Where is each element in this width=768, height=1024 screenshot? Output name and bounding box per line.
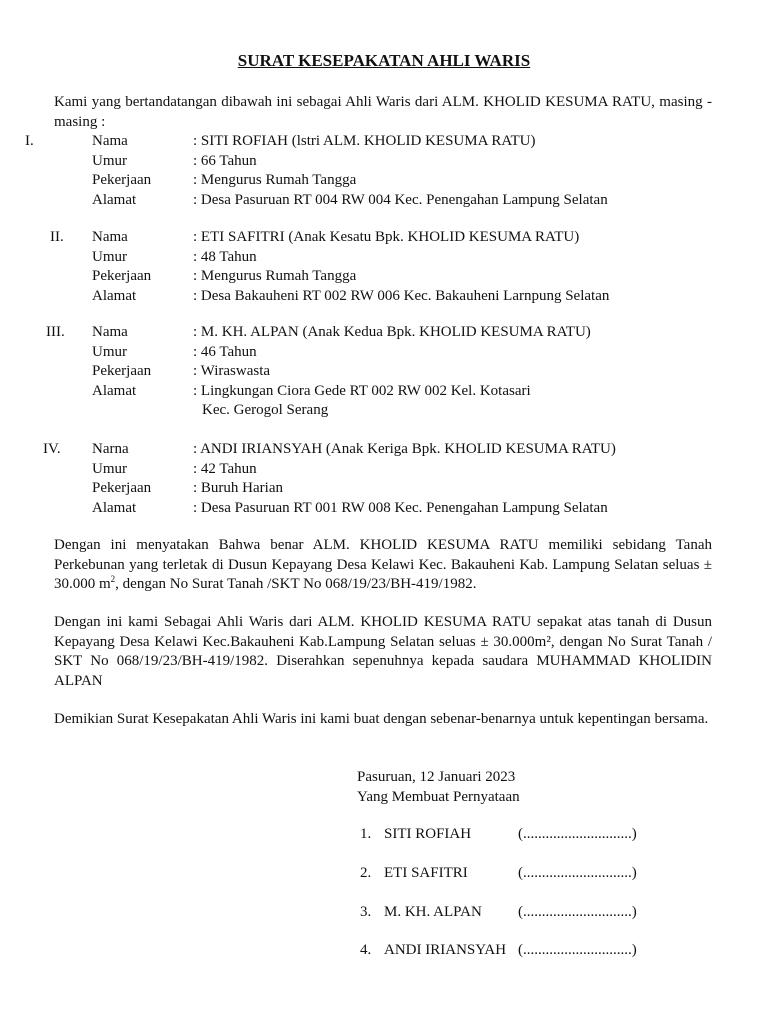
field-label: Pekerjaan (92, 363, 152, 379)
heir-block-1 (0, 132, 768, 210)
field-label: Umur (92, 460, 127, 477)
heir-occupation: : Mengurus Rumah Tangga (193, 172, 357, 188)
signature-number: 4. (360, 942, 372, 958)
document-title: SURAT KESEPAKATAN AHLI WARIS (237, 51, 531, 70)
heir-name: : M. KH. ALPAN (Anak Kedua Bpk. KHOLID KESUMA RATU) (193, 324, 591, 340)
signature-line: (.............................) (518, 942, 637, 958)
field-label: Alamat (92, 382, 137, 399)
field-label: Alamat (92, 499, 137, 516)
heir-roman: II. (50, 229, 64, 245)
field-label: Alamat (92, 191, 137, 208)
place-date: Pasuruan, 12 Januari 2023 (357, 769, 516, 785)
signature-name: SITI ROFIAH (384, 826, 472, 842)
heir-name: : ANDI IRIANSYAH (Anak Keriga Bpk. KHOLID KESUMA RATU) (193, 441, 616, 457)
signature-line: (.............................) (518, 904, 637, 920)
heir-occupation: : Buruh Harian (193, 480, 283, 496)
heir-roman: I. (25, 133, 34, 149)
heir-age: : 66 Tahun (193, 152, 257, 169)
heir-roman: IV. (43, 441, 61, 457)
field-label: Pekerjaan (92, 480, 152, 496)
field-label: Nama (92, 229, 128, 245)
field-label: Alamat (92, 287, 137, 304)
signature-line: (.............................) (518, 826, 637, 842)
closing-paragraph: Demikian Surat Kesepakatan Ahli Waris ini kami buat dengan sebenar-benarnya untuk kepentingan bersama. (54, 711, 709, 727)
intro-paragraph: Kami yang bertandatangan dibawah ini sebagai Ahli Waris dari ALM. KHOLID KESUMA RATU, masing - masing : (54, 94, 712, 130)
heir-address: : Desa Pasuruan RT 004 RW 004 Kec. Penengahan Lampung Selatan (193, 191, 608, 208)
field-label: Pekerjaan (92, 172, 152, 188)
heir-address: : Desa Bakauheni RT 002 RW 006 Kec. Bakauheni Larnpung Selatan (193, 287, 610, 304)
heir-roman: III. (46, 324, 65, 340)
signature-number: 3. (360, 904, 372, 920)
unit-superscript: 2 (110, 574, 116, 584)
field-label: Umur (92, 343, 127, 360)
field-label: Pekerjaan (92, 268, 152, 284)
heir-address: : Lingkungan Ciora Gede RT 002 RW 002 Kel. Kotasari (193, 382, 531, 399)
signature-name: ETI SAFITRI (384, 865, 468, 881)
heir-block-3 (0, 323, 768, 421)
heir-name: : ETI SAFITRI (Anak Kesatu Bpk. KHOLID KESUMA RATU) (193, 229, 580, 245)
signer-caption: Yang Membuat Pernyataan (357, 789, 520, 805)
heir-age: : 46 Tahun (193, 343, 257, 360)
signature-name: ANDI IRIANSYAH (384, 942, 507, 958)
statement-paragraph (54, 536, 712, 595)
field-label: Nama (92, 324, 128, 340)
signature-number: 1. (360, 826, 372, 842)
heir-address: : Desa Pasuruan RT 001 RW 008 Kec. Penengahan Lampung Selatan (193, 499, 608, 516)
heir-occupation: : Mengurus Rumah Tangga (193, 268, 357, 284)
agreement-paragraph: Dengan ini kami Sebagai Ahli Waris dari ALM. KHOLID KESUMA RATU sepakat atas tanah di Dusun Kepayang Desa Kelawi Kec.Bakauheni Kab.Lampung Selatan seluas ± 30.000m², dengan No Surat Tanah / SKT No 068/19/23/BH-419/1982. Diserahkan sepenuhnya kepada saudara MUHAMMAD KHOLIDIN ALPAN (54, 614, 712, 689)
heir-age: : 48 Tahun (193, 248, 257, 265)
signature-line: (.............................) (518, 865, 637, 881)
field-label: Nama (92, 133, 128, 149)
statement-text-end: , dengan No Surat Tanah /SKT No 068/19/23/BH-419/1982. (115, 576, 477, 592)
heir-block-2 (0, 228, 768, 306)
statement-text: Dengan ini menyatakan Bahwa benar ALM. KHOLID KESUMA RATU memiliki sebidang Tanah Perkebunan yang terletak di Dusun Kepayang Desa Kelawi Kec. Bakauheni Kab. Lampung Selatan seluas ± 30.000 m (54, 537, 712, 592)
field-label: Umur (92, 152, 127, 169)
heir-address-line2: Kec. Gerogol Serang (202, 402, 329, 418)
heir-block-4 (0, 440, 768, 518)
signature-name: M. KH. ALPAN (384, 904, 482, 920)
heir-name: : SITI ROFIAH (lstri ALM. KHOLID KESUMA RATU) (193, 133, 536, 149)
field-label: Narna (92, 441, 129, 457)
heir-occupation: : Wiraswasta (193, 363, 271, 379)
heir-age: : 42 Tahun (193, 460, 257, 477)
signature-number: 2. (360, 865, 372, 881)
field-label: Umur (92, 248, 127, 265)
